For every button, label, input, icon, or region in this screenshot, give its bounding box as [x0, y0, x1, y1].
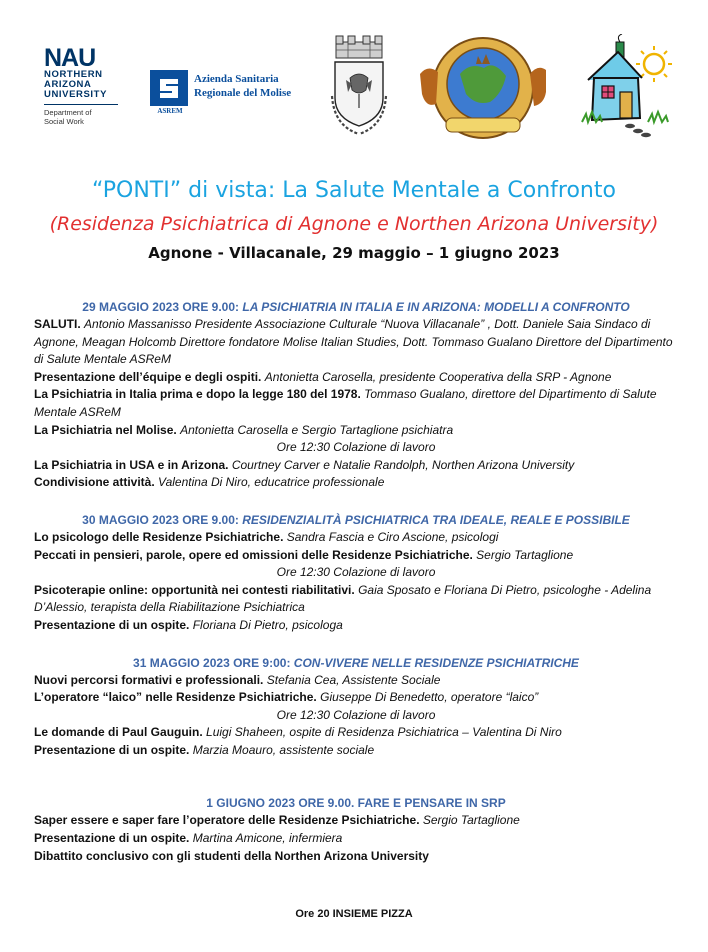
program-item [34, 457, 678, 475]
lunch-break: Ore 12:30 Colazione di lavoro [276, 707, 436, 722]
program-item [34, 617, 678, 635]
program-item-speakers: Antonietta Carosella e Sergio Tartaglione psichiatra [180, 422, 454, 437]
day-heading [34, 299, 678, 316]
page-subtitle: (Residenza Psichiatrica di Agnone e Northen Arizona University) [49, 213, 659, 235]
program-item-title: Presentazione di un ospite. [34, 831, 190, 846]
program-item-title: La Psichiatria in USA e in Arizona. [34, 457, 229, 472]
day-heading [34, 655, 678, 672]
program-item [34, 689, 678, 707]
program-item [34, 422, 678, 440]
logo-bar [0, 30, 708, 148]
program-item [34, 848, 678, 866]
program-item-speakers: Martina Amicone, infermiera [192, 831, 343, 846]
asrem-line2: Regionale del Molise [194, 87, 292, 99]
program-item-title: Dibattito conclusivo con gli studenti della Northen Arizona University [34, 848, 429, 863]
program-item-speakers: Courtney Carver e Natalie Randolph, Northen Arizona University [231, 457, 575, 472]
program-item-speakers: Tommaso Gualano, direttore del Dipartimento di Salute Mentale ASReM [34, 387, 657, 419]
asrem-logo [150, 70, 310, 120]
program-item-title: Presentazione dell’équipe e degli ospiti. [34, 369, 262, 384]
day-date: 31 MAGGIO 2023 ORE 9:00: [133, 655, 291, 670]
program-item-speakers: Sandra Fascia e Ciro Ascione, psicologi [286, 529, 499, 544]
program-item [34, 316, 678, 369]
program-item-title: Lo psicologo delle Residenze Psichiatriche. [34, 529, 284, 544]
day-date: 30 MAGGIO 2023 ORE 9.00: [82, 512, 239, 527]
nau-logo-line3: UNIVERSITY [44, 89, 108, 100]
program-item [34, 830, 678, 848]
asrem-logo-mark [150, 70, 188, 106]
nau-logo-mark: NAU [44, 44, 96, 72]
program-item-title: Saper essere e saper fare l’operatore delle Residenze Psichiatriche. [34, 813, 420, 828]
program-item-title: Psicoterapie online: opportunità nei contesti riabilitativi. [34, 582, 355, 597]
day-section [34, 795, 678, 865]
asrem-s-icon [150, 70, 188, 106]
nau-logo-dept1: Department of [44, 108, 92, 117]
program-item [34, 672, 678, 690]
nau-logo-line1: NORTHERN [44, 69, 103, 80]
nau-logo [44, 46, 124, 126]
program-item-speakers: Sergio Tartaglione [422, 813, 520, 828]
program-item-title: L’operatore “laico” nelle Residenze Psichiatriche. [34, 690, 317, 705]
program-item-title: Presentazione di un ospite. [34, 617, 190, 632]
page-title: “PONTI” di vista: La Salute Mentale a Confronto [92, 178, 616, 203]
house-drawing-logo [580, 34, 676, 138]
day-theme: CON-VIVERE NELLE RESIDENZE PSICHIATRICHE [293, 655, 579, 670]
program-item [34, 742, 678, 760]
program-item-speakers: Floriana Di Pietro, psicologa [192, 617, 343, 632]
day-date: 29 MAGGIO 2023 ORE 9.00: [82, 300, 240, 314]
program-item-speakers: Antonio Massanisso Presidente Associazione Culturale “Nuova Villacanale” , Dott. Daniele Saia Sindaco di Agnone, Meagan Holcomb Direttore fondatore Molise Italian Studies, Dott. Tommaso Gualano Direttore del Dipartimento di Salute Mentale ASReM [34, 317, 673, 367]
program-item-title: Condivisione attività. [34, 475, 155, 490]
asrem-name [194, 72, 291, 100]
program-item-speakers: Antonietta Carosella, presidente Cooperativa della SRP - Agnone [264, 369, 612, 384]
day-heading [34, 795, 678, 812]
program-item-title: La Psichiatria in Italia prima e dopo la legge 180 del 1978. [34, 387, 361, 402]
day-section [34, 299, 678, 492]
program-item [34, 547, 678, 565]
program-item [34, 724, 678, 742]
program-item-title: Presentazione di un ospite. [34, 742, 190, 757]
villacanale-emblem-icon [410, 34, 556, 142]
program-item [34, 386, 678, 421]
program-item [34, 529, 678, 547]
program-item-speakers: Valentina Di Niro, educatrice professionale [158, 475, 385, 490]
coat-of-arms-icon [326, 34, 392, 140]
nuova-villacanale-logo [410, 34, 556, 142]
asrem-abbrev: ASREM [157, 107, 183, 115]
program-item [34, 812, 678, 830]
program-item-speakers: Gaia Sposato e Floriana Di Pietro, psicologhe - Adelina D’Alessio, terapista della Riabilitazione Psichiatrica [34, 582, 652, 615]
program-item-speakers: Sergio Tartaglione [476, 547, 574, 562]
program-item-title: Peccati in pensieri, parole, opere ed omissioni delle Residenze Psichiatriche. [34, 547, 473, 562]
lunch-break: Ore 12:30 Colazione di lavoro [276, 565, 436, 580]
nau-logo-line2: ARIZONA [44, 79, 92, 90]
program [34, 299, 678, 865]
day-heading [34, 512, 678, 529]
program-item-speakers: Giuseppe Di Benedetto, operatore “laico” [320, 690, 539, 705]
day-date: 1 GIUGNO 2023 ORE 9.00. FARE E PENSARE IN SRP [206, 796, 506, 811]
day-section [34, 655, 678, 760]
program-item-title: La Psichiatria nel Molise. [34, 422, 177, 437]
nau-logo-rule [44, 104, 118, 105]
program-item-speakers: Luigi Shaheen, ospite di Residenza Psichiatrica – Valentina Di Niro [206, 725, 562, 740]
nau-logo-dept2: Social Work [44, 117, 84, 126]
day-theme: LA PSICHIATRIA IN ITALIA E IN ARIZONA: MODELLI A CONFRONTO [242, 300, 630, 314]
program-item-title: Nuovi percorsi formativi e professionali. [34, 672, 264, 687]
event-location-dates: Agnone - Villacanale, 29 maggio – 1 giugno 2023 [148, 244, 560, 262]
coat-of-arms-logo [326, 34, 392, 140]
asrem-line1: Azienda Sanitaria [194, 73, 279, 85]
program-item-speakers: Marzia Moauro, assistente sociale [192, 742, 375, 757]
day-section [34, 512, 678, 635]
lunch-break: Ore 12:30 Colazione di lavoro [276, 440, 436, 455]
program-item [34, 582, 678, 617]
day-theme: RESIDENZIALITÀ PSICHIATRICA TRA IDEALE, REALE E POSSIBILE [242, 512, 630, 527]
program-item-title: SALUTI. [34, 317, 81, 331]
program-item [34, 474, 678, 492]
closing-event: Ore 20 INSIEME PIZZA [295, 908, 413, 920]
house-drawing-icon [580, 34, 676, 138]
program-item-speakers: Stefania Cea, Assistente Sociale [266, 672, 441, 687]
program-item [34, 369, 678, 387]
program-item-title: Le domande di Paul Gauguin. [34, 725, 203, 740]
